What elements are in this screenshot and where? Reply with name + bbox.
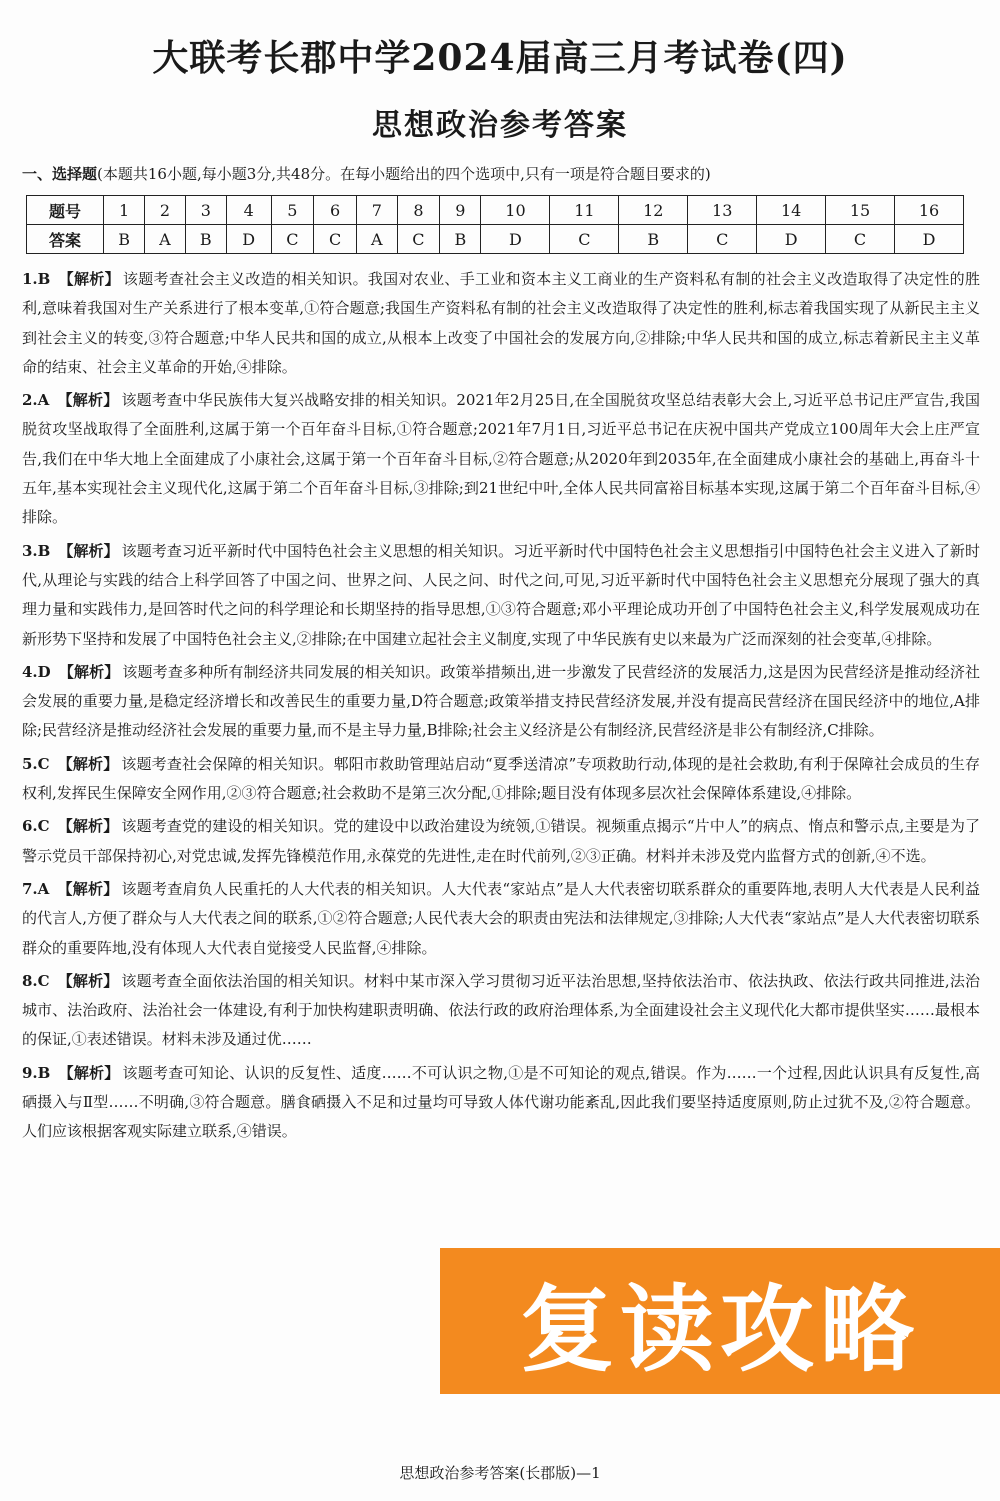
explanation-item xyxy=(22,537,980,654)
analysis-tag: 【解析】 xyxy=(58,541,119,560)
analysis-tag: 【解析】 xyxy=(58,270,120,288)
item-number: 9.B xyxy=(22,1063,51,1082)
watermark-banner xyxy=(440,1248,1000,1394)
item-text: 该题考查社会主义改造的相关知识。我国对农业、手工业和资本主义工商业的生产资料私有制的社会主义改造取得了决定性的胜利,意味着我国对生产关系进行了根本变革,①符合题意;我国生产资料私有制的社会主义改造取得了决定性的胜利,标志着我国实现了从新民主主义到社会主义的转变,③符合题意;中华人民共和国的成立,从根本上改变了中国社会的发展方向,②排除;中华人民共和国的成立,标志着新民主主义革命的结束、社会主义革命的开始,④排除。 xyxy=(22,270,980,376)
explanation-item xyxy=(22,875,980,963)
analysis-tag: 【解析】 xyxy=(57,879,119,898)
q-number: 8 xyxy=(397,196,440,225)
section-heading xyxy=(22,163,711,184)
q-answer: C xyxy=(688,225,757,254)
q-number: 13 xyxy=(688,196,757,225)
q-number: 2 xyxy=(145,196,186,225)
q-number: 6 xyxy=(314,196,357,225)
q-answer: A xyxy=(357,225,398,254)
explanation-item xyxy=(22,658,980,746)
q-number: 15 xyxy=(826,196,895,225)
watermark-text: 复读攻略 xyxy=(519,1275,920,1385)
answer-table xyxy=(26,195,964,254)
q-answer: D xyxy=(226,225,271,254)
answer-subtitle: 思想政治参考答案 xyxy=(372,108,628,143)
analysis-tag: 【解析】 xyxy=(57,754,119,773)
explanation-item xyxy=(22,812,980,871)
explanation-item xyxy=(22,967,980,1055)
item-number: 7.A xyxy=(22,879,50,898)
row-label-number: 题号 xyxy=(27,196,104,225)
analysis-tag: 【解析】 xyxy=(57,817,119,836)
analysis-tag: 【解析】 xyxy=(57,391,119,410)
explanation-item xyxy=(22,1059,980,1147)
item-text: 该题考查可知论、认识的反复性、适度……不可认识之物,①是不可知论的观点,错误。作为……一个过程,因此认识具有反复性,高硒摄入与Ⅱ型……不明确,③符合题意。膳食硒摄入不足和过量均可导致人体代谢功能紊乱,因此我们要坚持适度原则,防止过犹不及,②符合题意。人们应该根据客观实际建立联系,④错误。 xyxy=(22,1063,980,1141)
item-text: 该题考查中华民族伟大复兴战略安排的相关知识。2021年2月25日,在全国脱贫攻坚总结表彰大会上,习近平总书记庄严宣告,我国脱贫攻坚战取得了全面胜利,这属于第一个百年奋斗目标,①符合题意;2021年7月1日,习近平总书记在庆祝中国共产党成立100周年大会上庄严宣告,我们在中华大地上全面建成了小康社会,这属于第一个百年奋斗目标,②符合题意;从2020年到2035年,在全面建成小康社会的基础上,再奋斗十五年,基本实现社会主义现代化,这属于第二个百年奋斗目标,③排除;到21世纪中叶,全体人民共同富裕目标基本实现,这属于第二个百年奋斗目标,④排除。 xyxy=(22,391,980,527)
item-text: 该题考查全面依法治国的相关知识。材料中某市深入学习贯彻习近平法治思想,坚持依法治市、依法执政、依法行政共同推进,法治城市、法治政府、法治社会一体建设,有利于加快构建职责明确、依法行政的政府治理体系,为全面建设社会主义现代化大都市提供坚实……最根本的保证,①表述错误。材料未涉及通过优…… xyxy=(22,971,980,1049)
analysis-tag: 【解析】 xyxy=(58,1063,120,1082)
q-number: 12 xyxy=(619,196,688,225)
q-number: 1 xyxy=(104,196,145,225)
item-number: 8.C xyxy=(22,971,50,990)
item-number: 3.B xyxy=(22,541,51,560)
q-number: 16 xyxy=(895,196,964,225)
q-number: 14 xyxy=(757,196,826,225)
page-footer: 思想政治参考答案(长郡版)—1 xyxy=(399,1464,601,1482)
q-number: 7 xyxy=(357,196,398,225)
row-label-answer: 答案 xyxy=(27,225,104,254)
item-number: 2.A xyxy=(22,391,50,410)
q-answer: C xyxy=(397,225,440,254)
q-answer: B xyxy=(104,225,145,254)
q-answer: A xyxy=(145,225,186,254)
q-answer: D xyxy=(757,225,826,254)
item-text: 该题考查社会保障的相关知识。郫阳市救助管理站启动“夏季送清凉”专项救助行动,体现的是社会救助,有利于保障社会成员的生存权利,发挥民生保障安全网作用,②③符合题意;社会救助不是第三次分配,①排除;题目没有体现多层次社会保障体系建设,④排除。 xyxy=(22,754,980,803)
section-note: (本题共16小题,每小题3分,共48分。在每小题给出的四个选项中,只有一项是符合题目要求的) xyxy=(97,165,711,183)
item-number: 4.D xyxy=(22,662,51,681)
q-number: 3 xyxy=(185,196,226,225)
item-text: 该题考查习近平新时代中国特色社会主义思想的相关知识。习近平新时代中国特色社会主义思想指引中国特色社会主义进入了新时代,从理论与实践的结合上科学回答了中国之问、世界之问、人民之问、时代之问,可见,习近平新时代中国特色社会主义思想充分展现了强大的真理力量和实践伟力,是回答时代之问的科学理论和长期坚持的指导思想,①③符合题意;邓小平理论成功开创了中国特色社会主义,科学发展观成功在新形势下坚持和发展了中国特色社会主义,②排除;在中国建立起社会主义制度,实现了中华民族有史以来最为广泛而深刻的社会变革,④排除。 xyxy=(22,541,980,648)
q-answer: B xyxy=(185,225,226,254)
q-answer: C xyxy=(826,225,895,254)
q-answer: C xyxy=(314,225,357,254)
q-number: 4 xyxy=(226,196,271,225)
q-answer: B xyxy=(619,225,688,254)
explanations xyxy=(22,265,980,1151)
item-number: 1.B xyxy=(22,270,51,288)
q-answer: D xyxy=(895,225,964,254)
analysis-tag: 【解析】 xyxy=(57,971,119,990)
question-number-row xyxy=(27,196,964,225)
explanation-item xyxy=(22,386,980,532)
item-number: 5.C xyxy=(22,754,50,773)
exam-title: 大联考长郡中学2024届高三月考试卷(四) xyxy=(152,37,848,79)
answer-row xyxy=(27,225,964,254)
q-number: 11 xyxy=(550,196,619,225)
q-answer: D xyxy=(481,225,550,254)
q-answer: C xyxy=(550,225,619,254)
item-number: 6.C xyxy=(22,817,50,836)
item-text: 该题考查党的建设的相关知识。党的建设中以政治建设为统领,①错误。视频重点揭示“片中人”的病点、惰点和警示点,主要是为了警示党员干部保持初心,对党忠诚,发挥先锋模范作用,永葆党的先进性,走在时代前列,②③正确。材料并未涉及党内监督方式的创新,④不选。 xyxy=(22,817,980,865)
explanation-item xyxy=(22,750,980,809)
q-answer: C xyxy=(271,225,314,254)
item-text: 该题考查多种所有制经济共同发展的相关知识。政策举措频出,进一步激发了民营经济的发展活力,这是因为民营经济是推动经济社会发展的重要力量,是稳定经济增长和改善民生的重要力量,D符合题意;政策举措支持民营经济发展,并没有提高民营经济在国民经济中的地位,A排除;民营经济是推动经济社会发展的重要力量,而不是主导力量,B排除;社会主义经济是公有制经济,民营经济是非公有制经济,C排除。 xyxy=(22,662,980,740)
q-number: 10 xyxy=(481,196,550,225)
section-title: 一、选择题 xyxy=(22,165,98,183)
q-answer: B xyxy=(440,225,481,254)
analysis-tag: 【解析】 xyxy=(58,662,120,681)
item-text: 该题考查肩负人民重托的人大代表的相关知识。人大代表“家站点”是人大代表密切联系群众的重要阵地,表明人大代表是人民利益的代言人,方便了群众与人大代表之间的联系,①②符合题意;人民代表大会的职责由宪法和法律规定,③排除;人大代表“家站点”是人大代表密切联系群众的重要阵地,没有体现人大代表自觉接受人民监督,④排除。 xyxy=(22,879,980,957)
q-number: 9 xyxy=(440,196,481,225)
explanation-item xyxy=(22,265,980,382)
q-number: 5 xyxy=(271,196,314,225)
